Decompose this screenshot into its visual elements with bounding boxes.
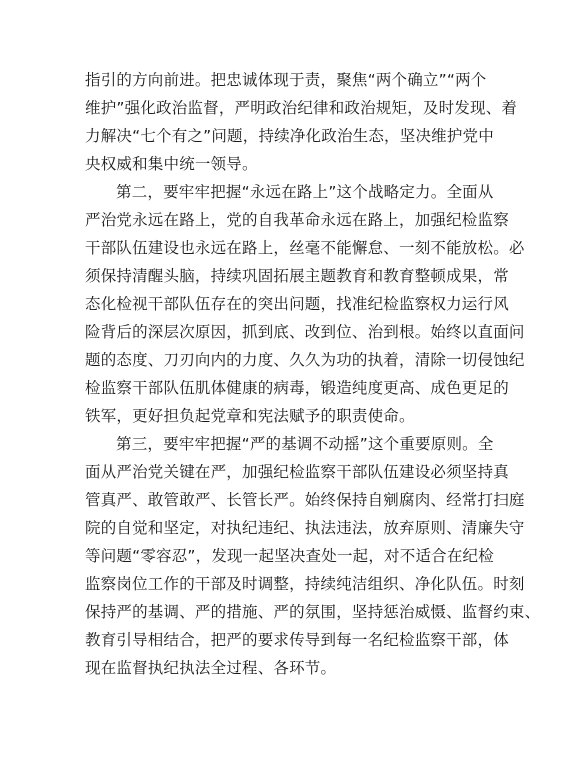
text-line: 维护”强化政治监督，严明政治纪律和政治规矩，及时发现、着 [85, 99, 518, 117]
text-line: 面从严治党关键在严，加强纪检监察干部队伍建设必须坚持真 [85, 463, 509, 481]
text-line: 严治党永远在路上，党的自我革命永远在路上，加强纪检监察 [85, 211, 509, 229]
text-line: 题的态度、刀刃向内的力度、久久为功的执着，清除一切侵蚀纪 [85, 351, 525, 369]
paragraph-3 [85, 430, 541, 682]
text-line: 现在监督执纪执法全过程、各环节。 [85, 659, 337, 677]
text-line: 保持严的基调、严的措施、严的氛围，坚持惩治威慑、监督约束、 [85, 603, 541, 621]
text-line: 检监察干部队伍肌体健康的病毒，锻造纯度更高、成色更足的 [85, 379, 509, 397]
text-line: 干部队伍建设也永远在路上，丝毫不能懈怠、一刻不能放松。必 [85, 239, 525, 257]
text-line: 教育引导相结合，把严的要求传导到每一名纪检监察干部，体 [85, 631, 509, 649]
text-line: 须保持清醒头脑，持续巩固拓展主题教育和教育整顿成果，常 [85, 267, 509, 285]
text-line: 态化检视干部队伍存在的突出问题，找准纪检监察权力运行风 [85, 295, 509, 313]
text-line: 等问题“零容忍”，发现一起坚决查处一起，对不适合在纪检 [85, 547, 494, 565]
text-line: 铁军，更好担负起党章和宪法赋予的职责使命。 [85, 407, 415, 425]
text-line: 指引的方向前进。把忠诚体现于责，聚焦“两个确立”“两个 [85, 71, 487, 89]
text-line: 第二，要牢牢把握“永远在路上”这个战略定力。全面从 [116, 183, 494, 201]
text-line: 管真严、敢管敢严、长管长严。始终保持自剜腐肉、经常打扫庭 [85, 491, 525, 509]
paragraph-2 [85, 178, 525, 430]
text-line: 监察岗位工作的干部及时调整，持续纯洁组织、净化队伍。时刻 [85, 575, 525, 593]
text-line: 第三，要牢牢把握“严的基调不动摇”这个重要原则。全 [116, 435, 494, 453]
text-line: 院的自觉和坚定，对执纪违纪、执法违法，放弃原则、清廉失守 [85, 519, 525, 537]
text-line: 央权威和集中统一领导。 [85, 155, 258, 173]
text-line: 力解决“七个有之”问题，持续净化政治生态，坚决维护党中 [85, 127, 494, 145]
paragraph-1 [85, 66, 518, 178]
text-line: 险背后的深层次原因，抓到底、改到位、治到根。始终以直面问 [85, 323, 525, 341]
